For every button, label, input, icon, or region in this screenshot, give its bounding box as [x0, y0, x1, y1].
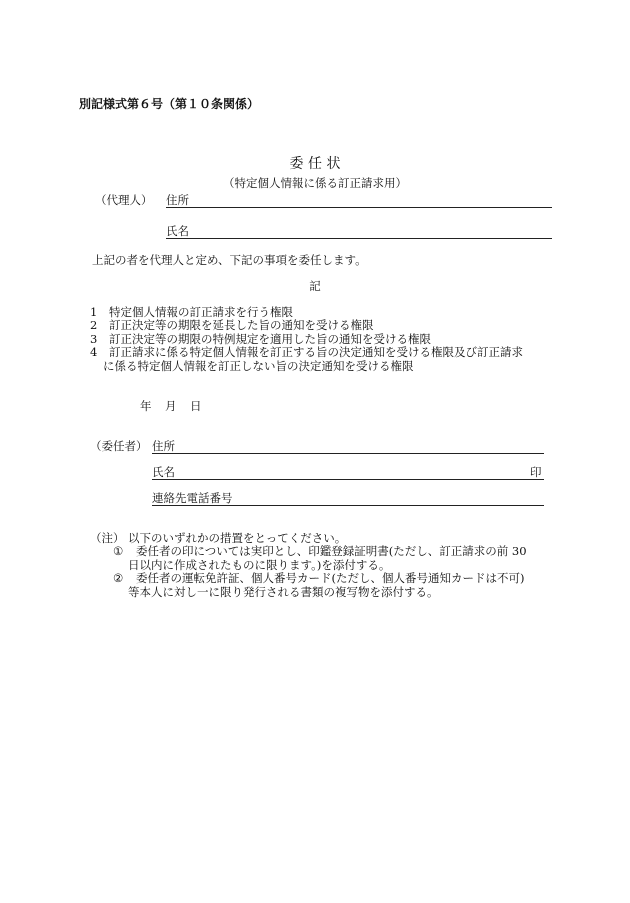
document-subtitle: （特定個人情報に係る訂正請求用）	[223, 176, 407, 190]
principal-name-label: 氏名	[152, 465, 175, 479]
principal-role-label: （委任者）	[90, 439, 148, 453]
agent-address-label: 住所	[166, 193, 189, 207]
date-day: 日	[190, 399, 202, 413]
item-text: 訂正請求に係る特定個人情報を訂正する旨の決定通知を受ける権限及び訂正請求	[109, 345, 523, 359]
note-mark: ①	[113, 544, 124, 558]
agent-address-field[interactable]	[166, 207, 552, 208]
item-number: 2	[90, 318, 98, 332]
agent-name-field[interactable]	[166, 238, 552, 239]
note-text: 委任者の印については実印とし、印鑑登録証明書(ただし、訂正請求の前 30	[136, 544, 527, 558]
note-label: （注）	[90, 531, 125, 545]
item-number: 1	[90, 305, 98, 319]
principal-name-field[interactable]	[152, 479, 544, 480]
agent-name-label: 氏名	[166, 224, 189, 238]
note-intro: 以下のいずれかの措置をとってください。	[128, 531, 347, 545]
principal-phone-field[interactable]	[152, 505, 544, 506]
delegation-statement: 上記の者を代理人と定め、下記の事項を委任します。	[92, 253, 367, 267]
note-text-continued: 日以内に作成されたものに限ります。)を添付する。	[128, 558, 391, 572]
item-number: 3	[90, 332, 98, 346]
item-text-continued: に係る特定個人情報を訂正しない旨の決定通知を受ける権限	[103, 359, 414, 373]
item-text: 訂正決定等の期限を延長した旨の通知を受ける権限	[109, 318, 374, 332]
date-month: 月	[165, 399, 177, 413]
seal-mark: 印	[530, 465, 542, 479]
principal-address-label: 住所	[152, 439, 175, 453]
ki-heading: 記	[309, 279, 321, 293]
date-year: 年	[140, 399, 152, 413]
document-title: 委 任 状	[289, 156, 341, 172]
item-text: 訂正決定等の期限の特例規定を適用した旨の通知を受ける権限	[109, 332, 431, 346]
item-text: 特定個人情報の訂正請求を行う権限	[109, 305, 293, 319]
note-text: 委任者の運転免許証、個人番号カード(ただし、個人番号通知カードは不可)	[136, 571, 525, 585]
principal-address-field[interactable]	[152, 453, 544, 454]
principal-phone-label: 連絡先電話番号	[152, 491, 233, 505]
note-text-continued: 等本人に対し一に限り発行される書類の複写物を添付する。	[128, 585, 439, 599]
item-number: 4	[90, 345, 98, 359]
form-number: 別記様式第６号（第１０条関係）	[79, 97, 260, 111]
note-mark: ②	[113, 571, 124, 585]
agent-role-label: （代理人）	[95, 193, 153, 207]
